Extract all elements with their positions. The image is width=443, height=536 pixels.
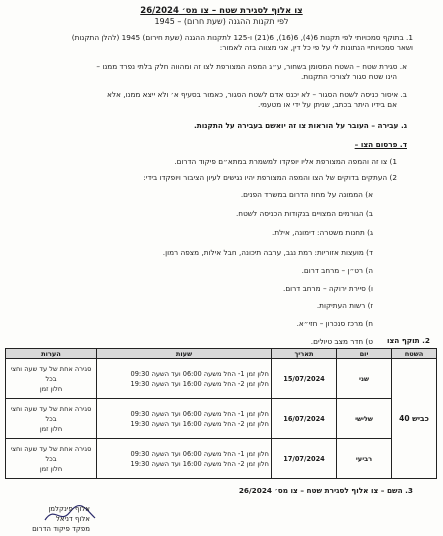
section-3-name: 3. השם – צו אלוף לסגירת שטח – צו מס׳ 26/2024 [238, 486, 413, 495]
document-title: צו אלוף לסגירת שטח – צו מס׳ 26/2024 [140, 6, 303, 16]
recipient-e: ה) רט״ן – מרחב דרום. [301, 266, 373, 275]
table-row [6, 399, 437, 439]
time-window-2: חלון זמן 2- החל משעה 16:00 ועד השעה 19:30 [130, 459, 269, 468]
notes-cell [6, 399, 97, 439]
note-line-1: סגירה אחת של עד שעה וחצי בכל [10, 444, 92, 463]
note-line-2: חלון זמן [39, 424, 63, 433]
paragraph-1-line-1: 1. בתוקף סמכויותי לפי תקנות 6(4), 6(16), 6(21) ו-125 לתקנות ההגנה (שעת חירום) 1945 (להלן התקנות) [71, 33, 413, 42]
recipient-g: ז) רשות העתיקות. [316, 301, 373, 310]
clause-b-line-2: אם בידיו היתר בכתב, שניתן על ידי או מטעמי. [258, 100, 397, 109]
table-row [6, 359, 437, 399]
schedule-table [5, 348, 437, 479]
note-line-2: חלון זמן [39, 464, 63, 473]
hours-cell [97, 439, 272, 479]
recipient-i: ט) חדר מצב טיולים. [310, 337, 373, 346]
notes-cell [6, 439, 97, 479]
note-line-1: סגירה אחת של עד שעה וחצי בכל [10, 364, 92, 383]
day-cell: שלישי [337, 399, 392, 439]
header-hours: שעות [97, 349, 272, 359]
note-line-2: חלון זמן [39, 384, 63, 393]
date-cell: 17/07/2024 [272, 439, 337, 479]
recipient-h: ח) מרכז סנכרון – חזי״א. [296, 319, 373, 328]
table-row [6, 439, 437, 479]
day-cell: שני [337, 359, 392, 399]
section-2-heading: 2. תוקף הצו [387, 336, 430, 345]
notes-cell [6, 359, 97, 399]
hours-cell [97, 399, 272, 439]
header-date: תאריך [272, 349, 337, 359]
note-line-1: סגירה אחת של עד שעה וחצי בכל [10, 404, 92, 423]
clause-b-line-1: ב. איסור כניסה לשטח הסגור – לא יכנס אדם לשטח הסגור, כאמור בסעיף א׳ ולא ייצא ממנו, אלא [107, 90, 407, 99]
area-cell: כביש 40 [392, 359, 437, 479]
document-subtitle: לפי תקנות ההגנה (שעת חרום) – 1945 [154, 17, 289, 26]
day-cell: רביעי [337, 439, 392, 479]
clause-d-item-2: 2) העתקים בדוקים של הצו והמפה המצורפת יהיו נגישים לעיון הציבור ויופקדו בידי: [143, 173, 397, 182]
date-cell: 16/07/2024 [272, 399, 337, 439]
time-window-1: חלון זמן 1- החל משעה 06:00 ועד השעה 09:30 [130, 369, 269, 378]
recipient-c: ג) תחנות משטרה: דימונה, אילת. [272, 228, 373, 237]
date-cell: 15/07/2024 [272, 359, 337, 399]
clause-a-line-2: הינו שטח סגור לצורכי התקנות. [301, 72, 397, 81]
recipient-b: ב) הגורמים המצויים בנקודות הכניסה לשטח. [235, 209, 373, 218]
signature-title: מפקד פיקוד הדרום [32, 525, 90, 533]
recipient-f: ו) סיירת ירוקה – מרחב דרום. [283, 284, 373, 293]
clause-a-line-1: א. סגירת שטח – השטח המסומן בשחור, ע״ג המפה המצורפת לצו זה ומהווה חלק בלתי נפרד ממנו – [96, 62, 407, 71]
hours-cell [97, 359, 272, 399]
paragraph-1-line-2: ושאר סמכויותיי הנתונות לי על פי כל דין, אני מצווה בזה לאמור: [219, 43, 413, 52]
header-area: השטח [392, 349, 437, 359]
header-day: יום [337, 349, 392, 359]
recipient-d: ד) מועצות אזוריות: רמת נגב, ערבה תיכונה, חבל אילות, מצפה רמון. [162, 248, 373, 257]
time-window-1: חלון זמן 1- החל משעה 06:00 ועד השעה 09:30 [130, 449, 269, 458]
clause-d-heading: ד. פרסום הצו – [354, 140, 407, 149]
clause-c: ג. עבירה – העובר על הוראות צו זה יואשם בעבירה על התקנות. [193, 121, 407, 130]
signature-name: אלוף פינקלמן [48, 505, 90, 513]
header-notes: הערות [6, 349, 97, 359]
signature-name-2: אלוף דניאל [55, 515, 90, 523]
time-window-2: חלון זמן 2- החל משעה 16:00 ועד השעה 19:30 [130, 379, 269, 388]
time-window-2: חלון זמן 2- החל משעה 16:00 ועד השעה 19:30 [130, 419, 269, 428]
time-window-1: חלון זמן 1- החל משעה 06:00 ועד השעה 09:30 [130, 409, 269, 418]
recipient-a: א) הממונה על מחוז הדרום במשרד הפנים. [240, 190, 373, 199]
clause-d-item-1: 1) צו זה והמפה המצורפת אליו יופקדו למשמרת במתא״ם פיקוד הדרום. [174, 157, 397, 166]
signature-block [30, 504, 90, 534]
